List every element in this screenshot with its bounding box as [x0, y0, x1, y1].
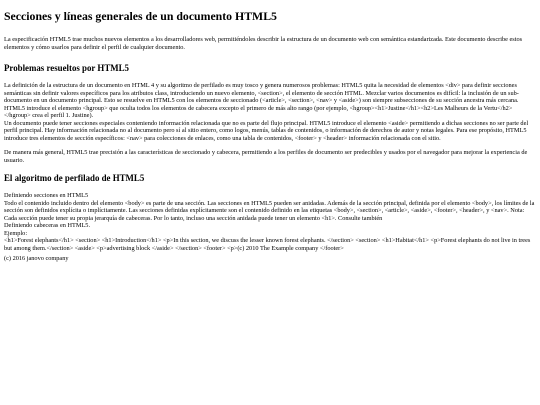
- algoritmo-line-1: Definiendo secciones en HTML5: [4, 192, 89, 199]
- footer-copyright: (c) 2016 janovo company: [4, 255, 69, 262]
- algoritmo-line-4: Ejemplo:: [4, 229, 28, 237]
- problemas-heading: Problemas resueltos por HTML5: [4, 63, 129, 73]
- page-title: Secciones y líneas generales de un documento HTML5: [4, 9, 277, 23]
- algoritmo-line-2: Todo el contenido incluido dentro del elemento <body> es parte de una sección. Las secciones en HTML5 pueden ser anidadas. Además de la sección principal, definida por el elemento <body>, los límites de la sección son definidos explícita o implícitamente. Las secciones definidas explícitamente son el contenido definido en las etiquetas <body>, <section>, <article>, <aside>, <footer>, <header>, y <nav>. Nota: Cada sección puede tener su propia jerarquía de cabeceras. Por lo tanto, incluso una sección anidada puede tener un elemento <h1>. Consulte también: [4, 199, 535, 222]
- algoritmo-example-code: <h1>Forest elephants</h1> <section> <h1>Introduction</h1> <p>In this section, we discuss the lesser known forest elephants. </section> <section> <h1>Habitat</h1> <p>Forest elephants do not live in trees but among them.</section> <aside> <p>advertising block </aside> </section> <footer> <p>(c) 2010 The Example company </footer>: [4, 237, 531, 252]
- problemas-paragraph-2: De manera más general, HTML5 trae precisión a las características de seccionado y cabecera, permitiendo a los perfiles de documento ser predecibles y usados por el navegador para mejorar la experiencia de usuario.: [4, 149, 528, 164]
- algoritmo-heading: El algoritmo de perfilado de HTML5: [4, 173, 145, 183]
- intro-paragraph: La especificación HTML5 trae muchos nuevos elementos a los desarrolladores web, permitiéndoles describir la estructura de un documento web con semántica estandarizada. Este documento describe estos elementos y cómo usarlos para definir el perfil de cualquier documento.: [4, 36, 523, 51]
- problemas-paragraph-1: La definición de la estructura de un documento en HTML 4 y su algoritmo de perfilado es muy tosco y genera numerosos problemas: HTML5 quita la necesidad de elementos <div> para definir secciones semánticas sin definir valores específicos para los atributos class, introduciendo un nuevo elemento, <section>, el elemento de sección HTML. Mezclar varios documentos es difícil: la inclusión de un sub-documento en un documento principal. Esto se resuelve en HTML5 con los elementos de seccionado (<article>, <section>, <nav> y <aside>) son siempre subsecciones de su sección ancestra más cercana. HTML5 introduce el elemento <hgroup> que oculta todos los elementos de cabecera excepto el primero de más alto rango (por ejemplo, <hgroup><h1>Justine</h1><h2>Les Malheurs de la Vertu</h2></hgroup> crea el perfil 1. Justine).: [4, 82, 519, 119]
- algoritmo-line-3: Definiendo cabeceras en HTML5.: [4, 222, 91, 229]
- problemas-paragraph-1b: Un documento puede tener secciones especiales conteniendo información relacionada que no es parte del flujo principal. HTML5 introduce el elemento <aside> permitiendo a dichas secciones no ser parte del perfil principal. Hay información relacionada no al documento pero sí al sitio entero, como logos, menús, tablas de contenidos, o información de derechos de autor y notas legales. Para ese propósito, HTML5 introduce tres elementos de sección específicos: <nav> para colecciones de enlaces, como una tabla de contenidos, <footer> y <header> información relacionada con el sitio.: [4, 119, 529, 142]
